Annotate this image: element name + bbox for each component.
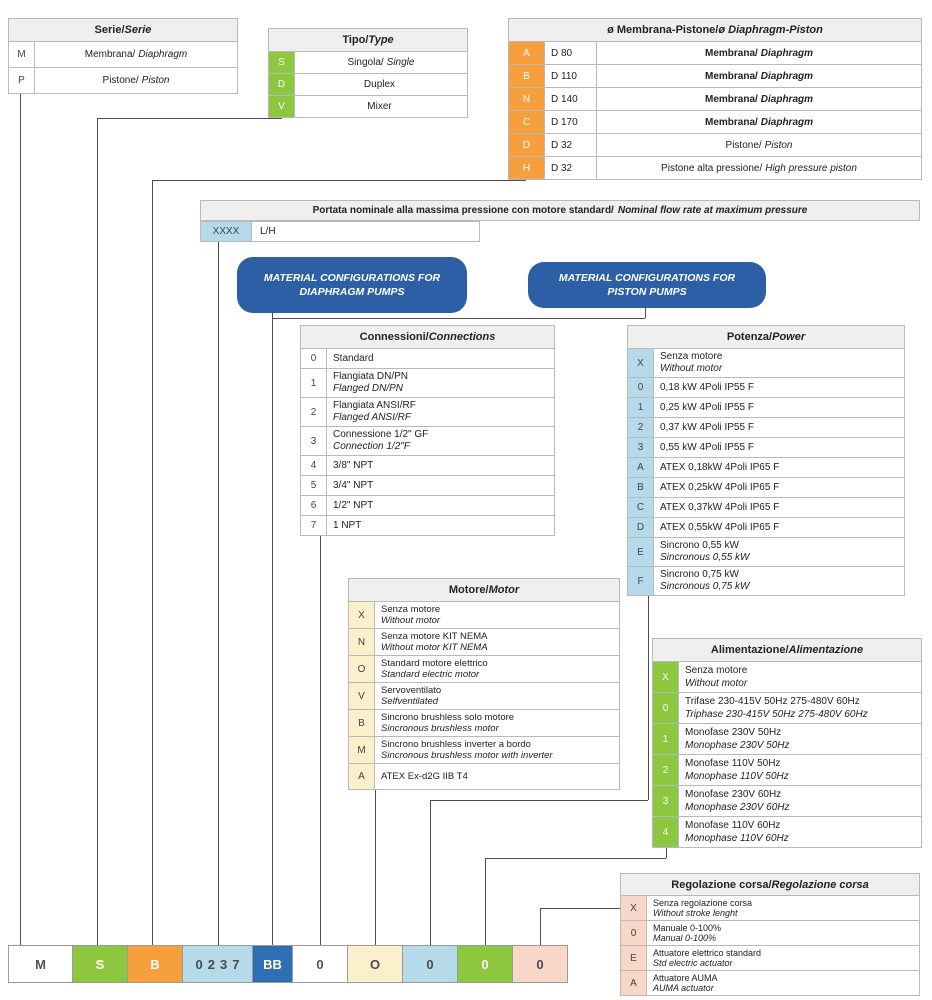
row-description: ATEX 0,55kW 4Poli IP65 F bbox=[660, 521, 780, 533]
code-cell: V bbox=[269, 96, 295, 117]
code-cell: 4 bbox=[653, 817, 679, 847]
row-description: 0,25 kW 4Poli IP55 F bbox=[660, 401, 754, 413]
flow-rate-unit-cell: L/H bbox=[252, 221, 480, 242]
diameter-cell: D 140 bbox=[545, 88, 597, 110]
table-row bbox=[509, 133, 921, 156]
stroke-adjustment-rows bbox=[621, 895, 919, 995]
row-description: Membrana/ Diaphragm bbox=[704, 70, 814, 82]
code-cell: A bbox=[621, 971, 647, 995]
code-cell: B bbox=[349, 710, 375, 736]
row-description: Pistone alta pressione/ High pressure piston bbox=[661, 162, 857, 174]
code-cell: 1 bbox=[653, 724, 679, 754]
code-cell: 0 bbox=[628, 378, 654, 397]
serie-rows bbox=[9, 41, 237, 93]
table-row bbox=[301, 475, 554, 495]
code-cell: 0 bbox=[621, 921, 647, 945]
connector-line bbox=[430, 800, 648, 801]
connector-line bbox=[485, 858, 486, 947]
table-title: Potenza/ Power bbox=[628, 326, 904, 348]
code-cell: 3 bbox=[653, 786, 679, 816]
row-description: 0,55 kW 4Poli IP55 F bbox=[660, 441, 754, 453]
connector-line bbox=[97, 118, 282, 119]
code-cell: M bbox=[9, 42, 35, 67]
code-cell: O bbox=[349, 656, 375, 682]
connector-line bbox=[152, 180, 153, 947]
model-code-cell: 0 bbox=[513, 945, 568, 983]
table-row bbox=[628, 437, 904, 457]
table-title: ø Membrana-Pistone/ ø Diaphragm-Piston bbox=[509, 19, 921, 41]
table-row bbox=[628, 348, 904, 377]
row-description: Membrana/ Diaphragm bbox=[704, 93, 814, 105]
power-supply-rows bbox=[653, 661, 921, 847]
table-title: Alimentazione/ Alimentazione bbox=[653, 639, 921, 661]
table-row bbox=[301, 426, 554, 455]
table-row bbox=[349, 601, 619, 628]
table-row bbox=[301, 397, 554, 426]
connector-line bbox=[320, 520, 321, 947]
row-description: Duplex bbox=[363, 79, 396, 90]
table-title: Motore/ Motor bbox=[349, 579, 619, 601]
code-cell: E bbox=[621, 946, 647, 970]
row-description: Senza motore KIT NEMA Without motor KIT NEMA bbox=[381, 631, 488, 653]
code-cell: C bbox=[509, 111, 545, 133]
code-cell: 0 bbox=[301, 349, 327, 368]
row-description: Connessione 1/2" GF Connection 1/2"F bbox=[333, 429, 429, 452]
code-cell: 6 bbox=[301, 496, 327, 515]
connector-line bbox=[272, 318, 645, 319]
connector-line bbox=[648, 588, 649, 800]
row-description: Attuatore elettrico standard Std electric actuator bbox=[653, 948, 762, 968]
row-description: Mixer bbox=[367, 101, 392, 112]
table-row bbox=[621, 920, 919, 945]
code-cell: D bbox=[509, 134, 545, 156]
model-code-cell: M bbox=[8, 945, 73, 983]
code-cell: A bbox=[628, 458, 654, 477]
code-cell: M bbox=[349, 737, 375, 763]
table-row bbox=[653, 785, 921, 816]
code-cell: 2 bbox=[301, 398, 327, 426]
model-code-cell: 0237 bbox=[183, 945, 253, 983]
row-description: Pistone/ Piston bbox=[102, 75, 170, 86]
row-description: Membrana/ Diaphragm bbox=[84, 49, 188, 60]
row-description: ATEX 0,25kW 4Poli IP65 F bbox=[660, 481, 780, 493]
table-row bbox=[628, 377, 904, 397]
row-description: Trifase 230-415V 50Hz 275-480V 60Hz Triphase 230-415V 50Hz 275-480V 60Hz bbox=[685, 696, 868, 720]
code-cell: 2 bbox=[653, 755, 679, 785]
table-row bbox=[9, 67, 237, 93]
table-row bbox=[628, 397, 904, 417]
row-description: Senza motore Without motor bbox=[381, 604, 441, 626]
row-description: Monofase 110V 60Hz Monophase 110V 60Hz bbox=[685, 820, 789, 844]
table-row bbox=[628, 417, 904, 437]
model-code-cell: B bbox=[128, 945, 183, 983]
row-description: Flangiata ANSI/RF Flanged ANSI/RF bbox=[333, 400, 416, 423]
code-cell: D bbox=[269, 74, 295, 95]
code-cell: V bbox=[349, 683, 375, 709]
table-row bbox=[301, 368, 554, 397]
table-row bbox=[628, 566, 904, 595]
connector-line bbox=[485, 858, 666, 859]
flow-rate-header: Portata nominale alla massima pressione con motore standard/ Nominal flow rate at maximum pressure bbox=[200, 200, 920, 221]
connections-table bbox=[300, 325, 555, 536]
diaphragm-piston-diameter-table bbox=[508, 18, 922, 180]
row-description: Membrana/ Diaphragm bbox=[704, 47, 814, 59]
row-description: Monofase 230V 50Hz Monophase 230V 50Hz bbox=[685, 727, 790, 751]
table-row bbox=[653, 816, 921, 847]
code-cell: N bbox=[349, 629, 375, 655]
type-table bbox=[268, 28, 468, 118]
table-row bbox=[349, 709, 619, 736]
row-description: Pistone/ Piston bbox=[725, 139, 793, 151]
table-row bbox=[269, 95, 467, 117]
code-cell: N bbox=[509, 88, 545, 110]
table-row bbox=[301, 348, 554, 368]
table-row bbox=[628, 477, 904, 497]
table-row bbox=[653, 754, 921, 785]
connector-line bbox=[218, 232, 219, 947]
power-table bbox=[627, 325, 905, 596]
table-row bbox=[269, 51, 467, 73]
model-code-cell: S bbox=[73, 945, 128, 983]
motor-rows bbox=[349, 601, 619, 789]
connector-line bbox=[97, 118, 98, 947]
model-code-cell: O bbox=[348, 945, 403, 983]
power-supply-table bbox=[652, 638, 922, 848]
code-cell: 4 bbox=[301, 456, 327, 475]
table-row bbox=[301, 495, 554, 515]
row-description: 0,37 kW 4Poli IP55 F bbox=[660, 421, 754, 433]
row-description: Sincrono brushless solo motore Sincronous brushless motor bbox=[381, 712, 515, 734]
row-description: ATEX 0,18kW 4Poli IP65 F bbox=[660, 461, 780, 473]
row-description: 1/2" NPT bbox=[333, 499, 374, 511]
code-cell: X bbox=[621, 896, 647, 920]
row-description: Senza motore Without motor bbox=[685, 665, 748, 689]
table-row bbox=[509, 156, 921, 179]
code-cell: H bbox=[509, 157, 545, 179]
diameter-cell: D 110 bbox=[545, 65, 597, 87]
code-cell: E bbox=[628, 538, 654, 566]
table-title: Regolazione corsa/ Regolazione corsa bbox=[621, 874, 919, 895]
table-row bbox=[301, 515, 554, 535]
table-row bbox=[621, 895, 919, 920]
row-description: Sincrono brushless inverter a bordo Sincronous brushless motor with inverter bbox=[381, 739, 553, 761]
model-code-cell: BB bbox=[253, 945, 293, 983]
row-description: Monofase 110V 50Hz Monophase 110V 50Hz bbox=[685, 758, 789, 782]
row-description: Monofase 230V 60Hz Monophase 230V 60Hz bbox=[685, 789, 790, 813]
table-row bbox=[509, 87, 921, 110]
code-cell: X bbox=[349, 602, 375, 628]
code-cell: 5 bbox=[301, 476, 327, 495]
connections-rows bbox=[301, 348, 554, 535]
table-row bbox=[621, 945, 919, 970]
table-row bbox=[509, 41, 921, 64]
table-row bbox=[349, 763, 619, 789]
table-row bbox=[628, 517, 904, 537]
code-cell: B bbox=[509, 65, 545, 87]
table-row bbox=[621, 970, 919, 995]
table-row bbox=[301, 455, 554, 475]
diaphragm-materials-badge: MATERIAL CONFIGURATIONS FOR DIAPHRAGM PUMPS bbox=[237, 257, 467, 313]
row-description: 3/4" NPT bbox=[333, 479, 374, 491]
flow-rate-code-cell: XXXX bbox=[200, 221, 252, 242]
row-description: Sincrono 0,55 kW Sincronous 0,55 kW bbox=[660, 540, 750, 563]
connector-line bbox=[540, 908, 541, 947]
code-cell: F bbox=[628, 567, 654, 595]
table-row bbox=[349, 628, 619, 655]
piston-materials-badge: MATERIAL CONFIGURATIONS FOR PISTON PUMPS bbox=[528, 262, 766, 308]
connector-line bbox=[375, 772, 376, 947]
table-row bbox=[628, 457, 904, 477]
row-description: Membrana/ Diaphragm bbox=[704, 116, 814, 128]
row-description: 0,18 kW 4Poli IP55 F bbox=[660, 381, 754, 393]
motor-table bbox=[348, 578, 620, 790]
table-row bbox=[628, 537, 904, 566]
code-cell: 3 bbox=[628, 438, 654, 457]
code-cell: C bbox=[628, 498, 654, 517]
row-description: Manuale 0-100% Manual 0-100% bbox=[653, 923, 722, 943]
row-description: Singola/ Single bbox=[347, 57, 415, 68]
code-cell: 7 bbox=[301, 516, 327, 535]
model-code-cell: 0 bbox=[458, 945, 513, 983]
code-cell: S bbox=[269, 52, 295, 73]
row-description: Attuatore AUMA AUMA actuator bbox=[653, 973, 718, 993]
code-cell: 1 bbox=[301, 369, 327, 397]
stroke-adjustment-table bbox=[620, 873, 920, 996]
table-row bbox=[653, 661, 921, 692]
table-row bbox=[509, 64, 921, 87]
row-description: Standard motore elettrico Standard electric motor bbox=[381, 658, 488, 680]
row-description: Sincrono 0,75 kW Sincronous 0,75 kW bbox=[660, 569, 750, 592]
table-row bbox=[269, 73, 467, 95]
table-row bbox=[349, 682, 619, 709]
table-row bbox=[509, 110, 921, 133]
table-row bbox=[9, 41, 237, 67]
connector-line bbox=[152, 180, 526, 181]
diameter-cell: D 80 bbox=[545, 42, 597, 64]
code-cell: D bbox=[628, 518, 654, 537]
row-description: Senza motore Without motor bbox=[660, 351, 723, 374]
code-cell: P bbox=[9, 68, 35, 93]
power-rows bbox=[628, 348, 904, 595]
connector-line bbox=[430, 800, 431, 947]
row-description: ATEX Ex-d2G IIB T4 bbox=[381, 771, 468, 782]
diameter-rows bbox=[509, 41, 921, 179]
row-description: Senza regolazione corsa Without stroke lenght bbox=[653, 898, 753, 918]
connector-line bbox=[272, 298, 273, 947]
code-cell: X bbox=[653, 662, 679, 692]
code-cell: A bbox=[509, 42, 545, 64]
code-cell: 0 bbox=[653, 693, 679, 723]
code-cell: X bbox=[628, 349, 654, 377]
model-code-cell: 0 bbox=[403, 945, 458, 983]
serie-table bbox=[8, 18, 238, 94]
model-code-cell: 0 bbox=[293, 945, 348, 983]
table-title: Connessioni/ Connections bbox=[301, 326, 554, 348]
table-title: Tipo/ Type bbox=[269, 29, 467, 51]
diameter-cell: D 32 bbox=[545, 134, 597, 156]
row-description: ATEX 0,37kW 4Poli IP65 F bbox=[660, 501, 780, 513]
row-description: 1 NPT bbox=[333, 519, 362, 531]
row-description: Standard bbox=[333, 352, 374, 364]
row-description: 3/8" NPT bbox=[333, 459, 374, 471]
diameter-cell: D 32 bbox=[545, 157, 597, 179]
connector-line bbox=[20, 80, 21, 947]
code-cell: 3 bbox=[301, 427, 327, 455]
type-rows bbox=[269, 51, 467, 117]
table-row bbox=[349, 736, 619, 763]
table-title: Serie/ Serie bbox=[9, 19, 237, 41]
row-description: Servoventilato Selfventilated bbox=[381, 685, 442, 707]
table-row bbox=[349, 655, 619, 682]
connector-line bbox=[540, 908, 620, 909]
table-row bbox=[628, 497, 904, 517]
code-cell: A bbox=[349, 764, 375, 789]
row-description: Flangiata DN/PN Flanged DN/PN bbox=[333, 371, 409, 394]
code-cell: 1 bbox=[628, 398, 654, 417]
model-code-row bbox=[8, 945, 568, 983]
table-row bbox=[653, 692, 921, 723]
code-cell: B bbox=[628, 478, 654, 497]
table-row bbox=[653, 723, 921, 754]
code-cell: 2 bbox=[628, 418, 654, 437]
diameter-cell: D 170 bbox=[545, 111, 597, 133]
